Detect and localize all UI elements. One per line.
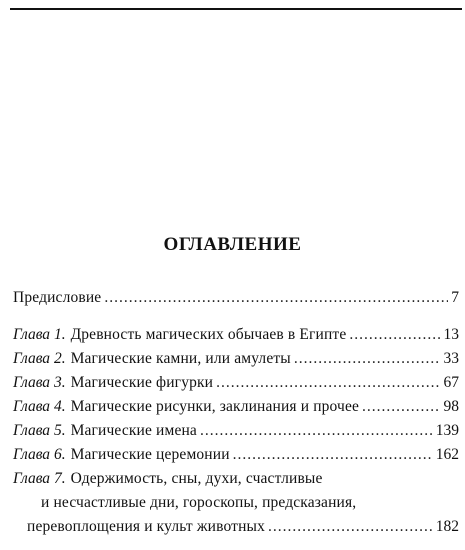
chapter-number: 7. bbox=[53, 470, 66, 487]
chapter-label: Глава bbox=[13, 350, 51, 367]
toc-page-number: 162 bbox=[435, 446, 459, 463]
toc-page-number: 67 bbox=[443, 374, 459, 391]
chapter-number: 1. bbox=[53, 326, 66, 343]
toc-page-number: 98 bbox=[443, 398, 459, 415]
dot-leader bbox=[349, 323, 440, 347]
toc-entry-chapter-4[interactable] bbox=[13, 395, 459, 419]
toc-entry-line bbox=[13, 467, 459, 491]
toc-entry-chapter-5[interactable] bbox=[13, 419, 459, 443]
toc-entry-line bbox=[13, 491, 459, 515]
chapter-label: Глава bbox=[13, 470, 51, 487]
toc-page-number: 139 bbox=[435, 422, 459, 439]
page-title: ОГЛАВЛЕНИЕ bbox=[163, 234, 302, 255]
toc-page-number: 7 bbox=[451, 289, 459, 306]
dot-leader bbox=[362, 395, 440, 419]
chapter-label: Глава bbox=[13, 422, 51, 439]
toc-entry-preface[interactable] bbox=[13, 286, 459, 310]
dot-leader bbox=[294, 347, 441, 371]
chapter-number: 2. bbox=[53, 350, 66, 367]
toc-entry-title: Магические фигурки bbox=[70, 374, 214, 391]
toc-entry-chapter-3[interactable] bbox=[13, 371, 459, 395]
chapter-number: 5. bbox=[53, 422, 66, 439]
toc-entry-chapter-2[interactable] bbox=[13, 347, 459, 371]
toc-entry-title: Древность магических обычаев в Египте bbox=[70, 326, 347, 343]
toc-entry-title: Магические рисунки, заклинания и прочее bbox=[70, 398, 360, 415]
dot-leader bbox=[200, 419, 433, 443]
chapter-number: 4. bbox=[53, 398, 66, 415]
dot-leader bbox=[104, 286, 448, 310]
toc-entry-title: Магические церемонии bbox=[70, 446, 230, 463]
table-of-contents bbox=[13, 286, 459, 539]
toc-entry-title: Предисловие bbox=[13, 289, 102, 306]
toc-entry-title: Одержимость, сны, духи, счастливые bbox=[70, 470, 323, 487]
chapter-label: Глава bbox=[13, 326, 51, 343]
top-rule bbox=[10, 8, 462, 10]
toc-entry-title-continued: перевоплощения и культ животных bbox=[27, 518, 266, 535]
chapter-label: Глава bbox=[13, 446, 51, 463]
toc-entry-title: Магические имена bbox=[70, 422, 197, 439]
dot-leader bbox=[216, 371, 440, 395]
toc-page-number: 13 bbox=[443, 326, 459, 343]
toc-entry-chapter-6[interactable] bbox=[13, 443, 459, 467]
toc-page-number: 182 bbox=[435, 518, 459, 535]
dot-leader bbox=[268, 515, 433, 539]
chapter-number: 6. bbox=[53, 446, 66, 463]
toc-entry-chapter-7[interactable] bbox=[13, 467, 459, 539]
chapter-number: 3. bbox=[53, 374, 66, 391]
chapter-label: Глава bbox=[13, 398, 51, 415]
dot-leader bbox=[233, 443, 433, 467]
toc-entry-title: Магические камни, или амулеты bbox=[70, 350, 291, 367]
toc-entry-chapter-1[interactable] bbox=[13, 323, 459, 347]
toc-entry-title-continued: и несчастливые дни, гороскопы, предсказания, bbox=[41, 494, 357, 511]
chapter-label: Глава bbox=[13, 374, 51, 391]
toc-page-number: 33 bbox=[443, 350, 459, 367]
toc-entry-line bbox=[13, 515, 459, 539]
